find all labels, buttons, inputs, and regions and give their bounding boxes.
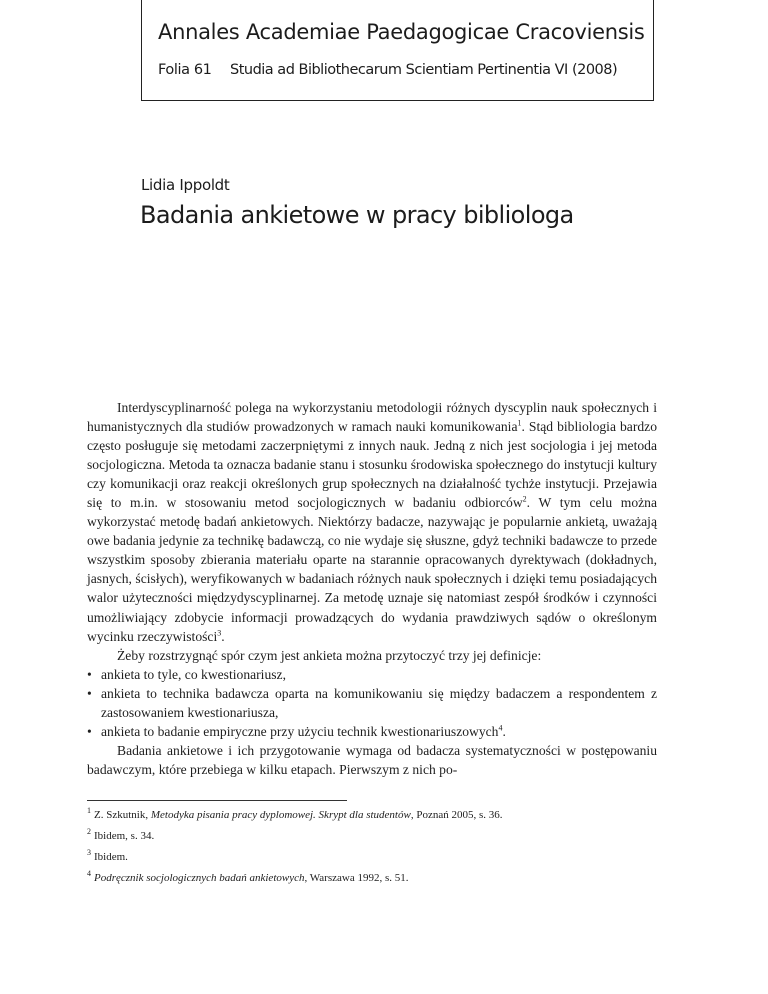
footnote-italic: Podręcznik socjologicznych badań ankietowych bbox=[94, 872, 305, 884]
paragraph-1-text-c: . W tym celu można wykorzystać metodę badań ankietowych. Niektórzy badacze, nazywając je popularnie ankietą, uważają owe badania jedynie za technikę badawczą, co nie wydaje się słuszne, gdyż techniki badawcze to przede wszystkim sposoby zbierania materiału oparte na starannie opracowanych dyrektywach (dokładnych, jasnych, ścisłych), weryfikowanych w badaniach różnych nauk społecznych i dzięki temu posiadających walor użyteczności międzydyscyplinarnej. Za metodę uznaje się natomiast zespół środków i czynności umożliwiający zdobycie informacji prowadzących do wydania prawdziwych sądów o określonym wycinku rzeczywistości bbox=[87, 495, 657, 644]
journal-title: Annales Academiae Paedagogicae Cracoviensis bbox=[158, 20, 645, 44]
body-text bbox=[87, 398, 657, 779]
footnote-text: Ibidem. bbox=[94, 851, 128, 863]
paragraph-2: Żeby rozstrzygnąć spór czym jest ankieta można przytoczyć trzy jej definicje: bbox=[117, 647, 542, 663]
list-item: • ankieta to tyle, co kwestionariusz, bbox=[87, 665, 657, 684]
journal-header bbox=[141, 0, 654, 101]
folia-number: Folia 61 bbox=[158, 62, 212, 78]
footnote-ref-3: 3 bbox=[217, 628, 222, 638]
definition-list bbox=[87, 665, 657, 741]
footnote-text-end: , Warszawa 1992, s. 51. bbox=[304, 872, 409, 884]
footnote-ref-1: 1 bbox=[517, 418, 522, 428]
list-item-text: ankieta to badanie empiryczne przy użyciu technik kwestionariuszowych bbox=[101, 723, 499, 739]
footnote-italic: Metodyka pisania pracy dyplomowej. Skrypt dla studentów bbox=[150, 809, 411, 821]
footnote-ref-2: 2 bbox=[522, 494, 527, 504]
footnote-number: 4 bbox=[87, 869, 91, 879]
footnote-number: 1 bbox=[87, 806, 91, 816]
list-item bbox=[87, 722, 657, 741]
footnote bbox=[87, 849, 657, 866]
footnote bbox=[87, 870, 657, 887]
footnote-ref-4: 4 bbox=[498, 723, 503, 733]
footnote-number: 2 bbox=[87, 827, 91, 837]
footnote-text: Z. Szkutnik, bbox=[94, 809, 151, 821]
footnote-text-end: , Poznań 2005, s. 36. bbox=[410, 809, 503, 821]
list-item: • ankieta to technika badawcza oparta na komunikowaniu się między badaczem a respondentem z zastosowaniem kwestionariusza, bbox=[87, 684, 657, 722]
paragraph-1-text-d: . bbox=[221, 628, 225, 644]
paragraph-1 bbox=[87, 398, 657, 646]
footnotes bbox=[87, 807, 657, 891]
paragraph-1-text-b: . Stąd bibliologia bardzo często posługuje się metodami zaczerpniętymi z innych nauk. Jedną z nich jest socjologia i jej metoda socjologiczna. Metoda ta oznacza badanie stanu i stosunku środowiska społecznego do instytucji kultury czy komunikacji oraz reakcji określonych grup społecznych na działalność tychże instytucji. Przejawia się to m.in. w stosowaniu metod socjologicznych w badaniu odbiorców bbox=[87, 419, 657, 511]
footnote-number: 3 bbox=[87, 848, 91, 858]
article-title: Badania ankietowe w pracy bibliologa bbox=[140, 201, 574, 229]
footnote-divider bbox=[87, 800, 347, 801]
list-item-end: . bbox=[502, 723, 506, 739]
series-title: Studia ad Bibliothecarum Scientiam Pertinentia VI (2008) bbox=[230, 62, 618, 78]
footnote bbox=[87, 807, 657, 824]
paragraph-1-text-a: Interdyscyplinarność polega na wykorzystaniu metodologii różnych dyscyplin nauk społecznych i humanistycznych dla studiów prowadzonych w ramach nauki komunikowania bbox=[87, 400, 657, 435]
footnote bbox=[87, 828, 657, 845]
paragraph-3: Badania ankietowe i ich przygotowanie wymaga od badacza systematyczności w postępowaniu badawczym, które przebiega w kilku etapach. Pierwszym z nich po- bbox=[87, 742, 657, 777]
author-name: Lidia Ippoldt bbox=[141, 176, 230, 194]
footnote-text: Ibidem, s. 34. bbox=[94, 830, 155, 842]
